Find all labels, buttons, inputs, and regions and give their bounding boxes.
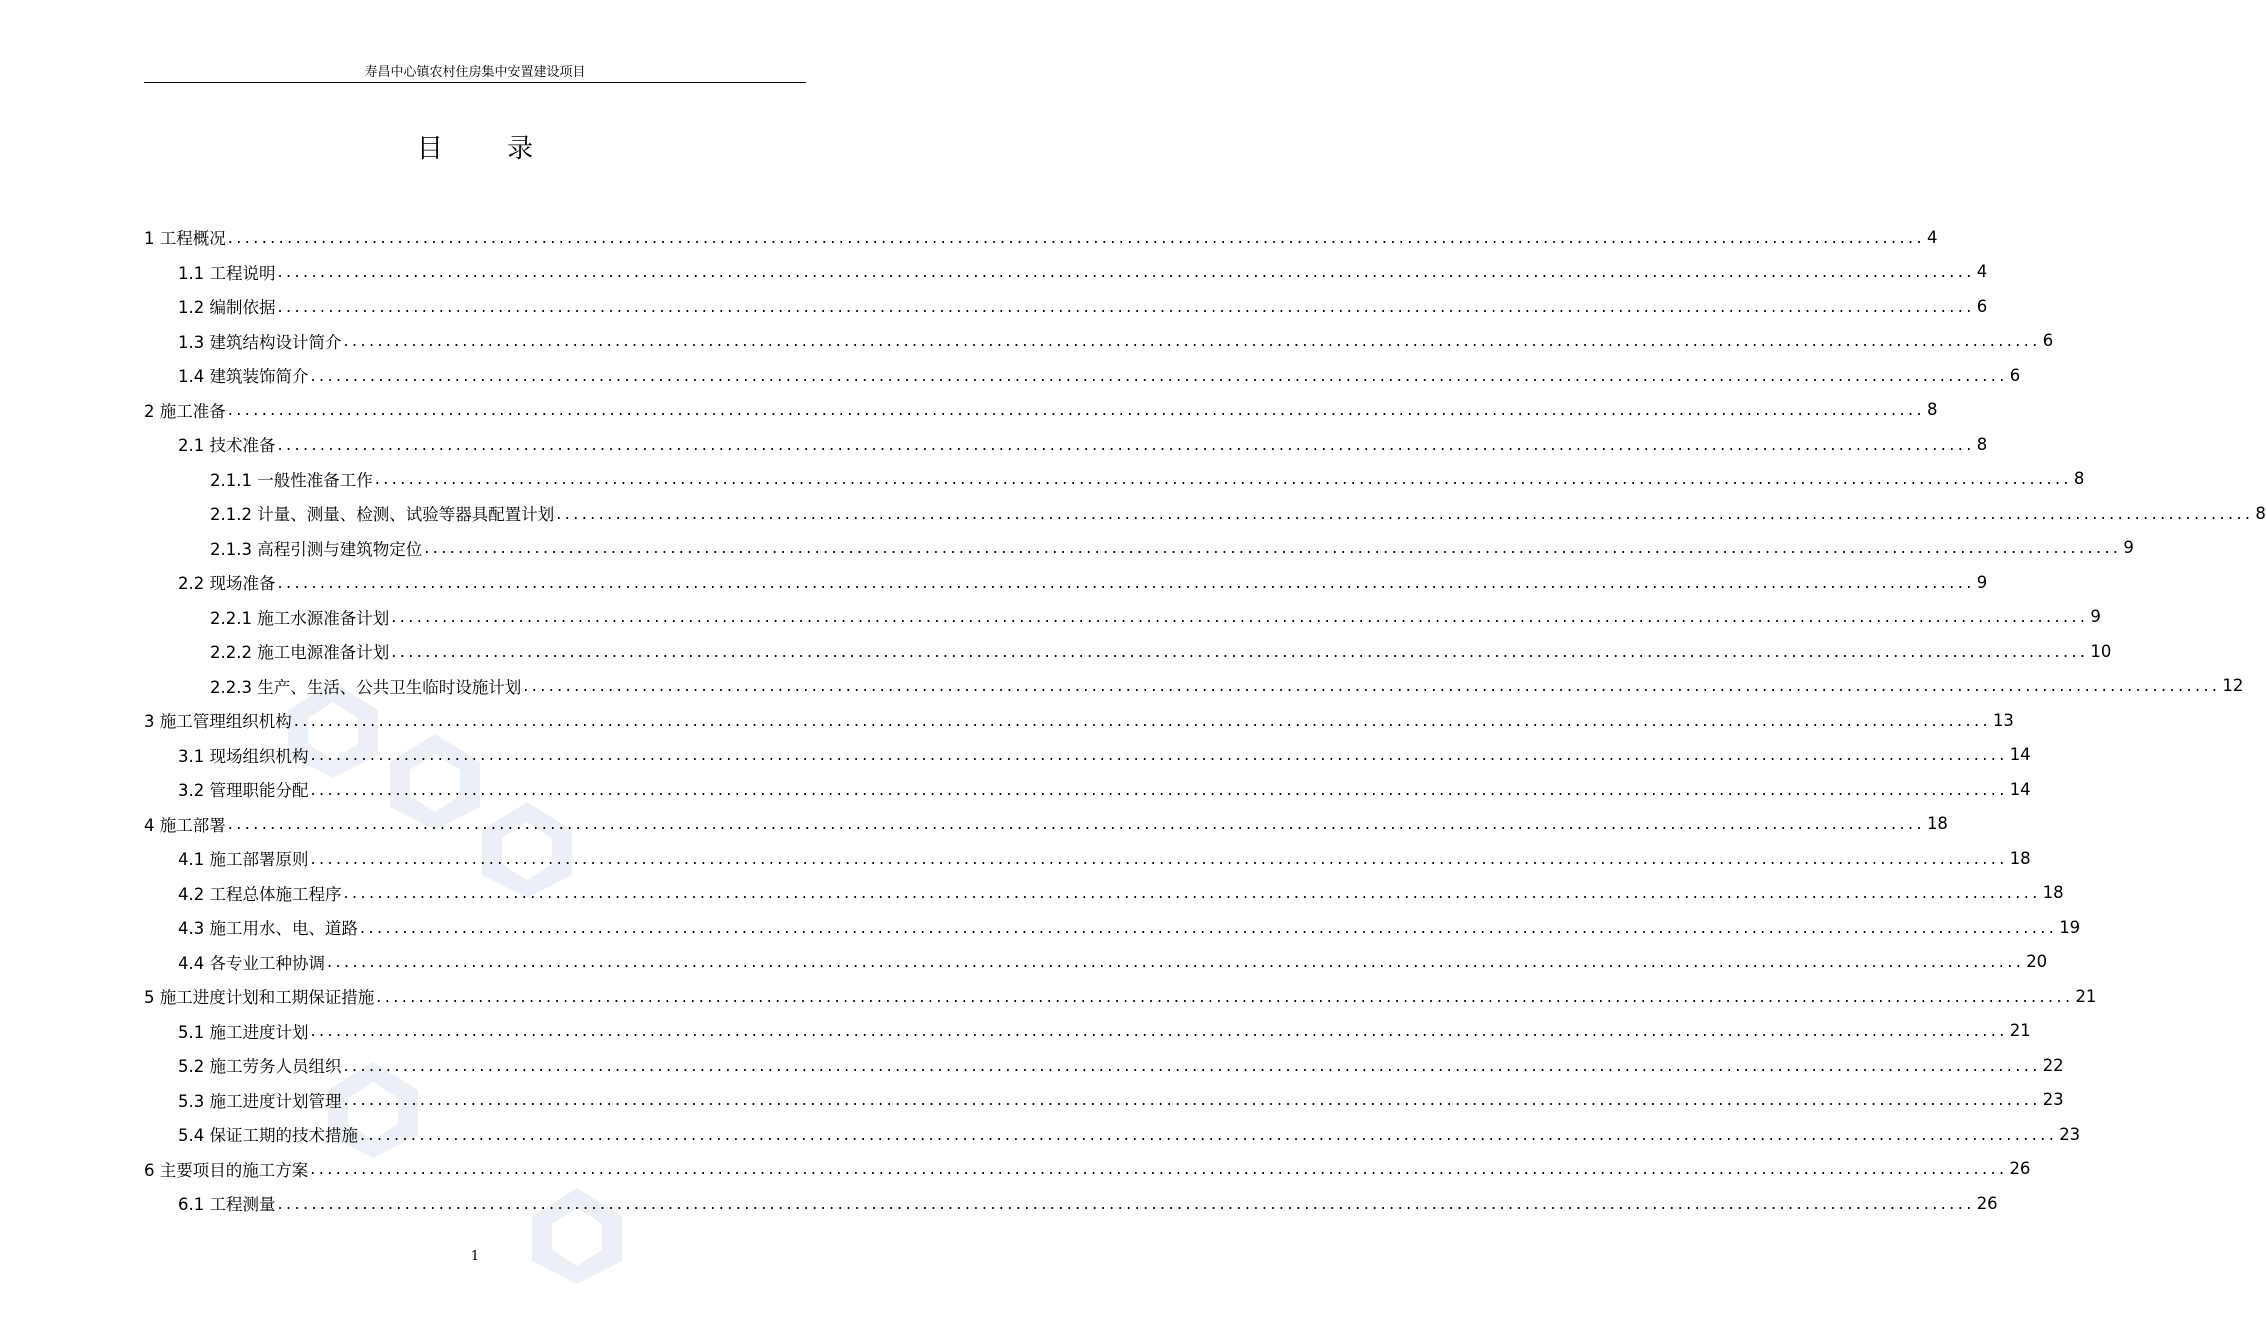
toc-entry-page: 4	[1976, 262, 1988, 281]
toc-entry-page: 8	[1926, 400, 1938, 419]
toc-leader-dots: ........................................................................................................................................................................................................	[277, 434, 1975, 454]
toc-entry[interactable]	[178, 291, 1988, 321]
toc-entry[interactable]	[178, 774, 2031, 804]
toc-entry-label: 2.1.2 计量、测量、检测、试验等器具配置计划	[210, 505, 555, 524]
toc-leader-dots: ........................................................................................................................................................................................................	[556, 503, 2254, 523]
toc-leader-dots: ........................................................................................................................................................................................................	[343, 1055, 2041, 1075]
toc-entry-label: 2.2.3 生产、生活、公共卫生临时设施计划	[210, 677, 522, 697]
toc-entry-label: 2.2.2 施工电源准备计划	[210, 643, 390, 662]
toc-leader-dots: ........................................................................................................................................................................................................	[277, 262, 1975, 281]
toc-entry[interactable]	[178, 843, 2031, 873]
toc-entry[interactable]	[178, 947, 2048, 977]
toc-entry-page: 18	[1926, 814, 1948, 833]
toc-leader-dots: ........................................................................................................................................................................................................	[227, 400, 1925, 419]
toc-leader-dots: ........................................................................................................................................................................................................	[227, 814, 1925, 833]
toc-entry-label: 3.1 现场组织机构	[178, 746, 309, 766]
header-rule	[144, 82, 806, 83]
toc-leader-dots: ........................................................................................................................................................................................................	[343, 1090, 2041, 1109]
toc-entry-label: 1.4 建筑装饰简介	[178, 367, 309, 386]
toc-entry-page: 20	[2026, 952, 2048, 971]
toc-entry-label: 2.1.3 高程引测与建筑物定位	[210, 539, 423, 559]
toc-entry-page: 26	[2009, 1159, 2031, 1178]
toc-entry-page: 8	[2073, 469, 2085, 488]
running-header: 寿昌中心镇农村住房集中安置建设项目	[364, 65, 586, 80]
toc-entry-page: 26	[1976, 1193, 1998, 1213]
toc-entry[interactable]	[178, 1188, 1998, 1218]
toc-entry[interactable]	[178, 912, 2081, 942]
toc-entry-label: 4.2 工程总体施工程序	[178, 884, 342, 904]
toc-entry-page: 22	[2042, 1055, 2064, 1075]
toc-entry[interactable]	[210, 464, 2085, 494]
toc-entry[interactable]	[178, 257, 1988, 287]
toc-leader-dots: ........................................................................................................................................................................................................	[327, 952, 2025, 971]
toc-entry-label: 5.2 施工劳务人员组织	[178, 1057, 342, 1076]
toc-entry-page: 8	[1976, 434, 1988, 454]
toc-leader-dots: ........................................................................................................................................................................................................	[277, 296, 1975, 316]
toc-entry[interactable]	[178, 1016, 2031, 1046]
toc-entry-page: 6	[1976, 296, 1988, 316]
toc-leader-dots: ........................................................................................................................................................................................................	[310, 848, 2008, 868]
toc-entry-label: 1.1 工程说明	[178, 263, 276, 283]
toc-entry[interactable]	[144, 1154, 2031, 1184]
toc-entry[interactable]	[178, 567, 1988, 597]
toc-entry-label: 4.4 各专业工种协调	[178, 953, 325, 973]
toc-entry-label: 1.2 编制依据	[178, 298, 276, 317]
toc-leader-dots: ........................................................................................................................................................................................................	[374, 469, 2072, 488]
toc-leader-dots: ........................................................................................................................................................................................................	[277, 572, 1975, 592]
toc-entry-label: 5.4 保证工期的技术措施	[178, 1126, 358, 1145]
toc-entry-page: 21	[2075, 986, 2097, 1006]
toc-entry-page: 9	[1976, 572, 1988, 592]
toc-entry-label: 3.2 管理职能分配	[178, 781, 309, 800]
toc-entry[interactable]	[144, 809, 1948, 839]
toc-entry-page: 10	[2090, 641, 2112, 661]
toc-leader-dots: ........................................................................................................................................................................................................	[310, 1021, 2008, 1040]
toc-entry-label: 1 工程概况	[144, 229, 226, 248]
toc-entry-page: 9	[2090, 607, 2101, 626]
toc-entry-page: 13	[1992, 710, 2014, 730]
toc-entry-label: 2.1.1 一般性准备工作	[210, 470, 373, 490]
toc-entry-page: 18	[2009, 848, 2031, 868]
toc-entry[interactable]	[210, 602, 2101, 632]
toc-entry[interactable]	[210, 671, 2244, 701]
toc-entry[interactable]	[210, 498, 2266, 528]
toc-leader-dots: ........................................................................................................................................................................................................	[227, 227, 1925, 247]
toc-leader-dots: ........................................................................................................................................................................................................	[343, 331, 2041, 350]
toc-entry-page: 18	[2042, 883, 2064, 902]
toc-entry-page: 23	[2042, 1090, 2064, 1109]
toc-entry-label: 2 施工准备	[144, 401, 226, 421]
toc-entry-page: 12	[2222, 676, 2244, 695]
toc-entry-page: 6	[2009, 365, 2021, 385]
toc-entry-label: 3 施工管理组织机构	[144, 712, 292, 731]
toc-entry-page: 8	[2255, 503, 2266, 523]
toc-title: 目 录	[416, 134, 562, 164]
toc-leader-dots: ........................................................................................................................................................................................................	[310, 1159, 2008, 1178]
toc-leader-dots: ........................................................................................................................................................................................................	[310, 779, 2008, 799]
toc-entry[interactable]	[178, 326, 2054, 356]
toc-entry[interactable]	[144, 395, 1938, 425]
toc-entry-label: 6.1 工程测量	[178, 1195, 276, 1214]
toc-leader-dots: ........................................................................................................................................................................................................	[360, 1124, 2058, 1144]
toc-leader-dots: ........................................................................................................................................................................................................	[424, 538, 2122, 557]
toc-entry-page: 4	[1926, 227, 1938, 247]
toc-entry-label: 2.2.1 施工水源准备计划	[210, 608, 390, 628]
toc-entry-label: 6 主要项目的施工方案	[144, 1160, 309, 1180]
toc-leader-dots: ........................................................................................................................................................................................................	[310, 745, 2008, 764]
toc-entry-page: 14	[2009, 745, 2031, 764]
toc-leader-dots: ........................................................................................................................................................................................................	[391, 641, 2089, 661]
toc-leader-dots: ........................................................................................................................................................................................................	[343, 883, 2041, 902]
toc-entry[interactable]	[178, 1119, 2081, 1149]
toc-entry-page: 9	[2123, 538, 2134, 557]
toc-entry[interactable]	[178, 740, 2031, 770]
toc-entry-page: 14	[2009, 779, 2031, 799]
toc-entry-page: 19	[2059, 917, 2081, 937]
toc-leader-dots: ........................................................................................................................................................................................................	[310, 365, 2008, 385]
toc-entry-label: 5 施工进度计划和工期保证措施	[144, 988, 375, 1007]
toc-entry[interactable]	[178, 360, 2021, 390]
toc-entry-page: 6	[2042, 331, 2054, 350]
toc-leader-dots: ........................................................................................................................................................................................................	[376, 986, 2074, 1006]
toc-entry-label: 1.3 建筑结构设计简介	[178, 332, 342, 352]
toc-leader-dots: ........................................................................................................................................................................................................	[277, 1193, 1975, 1213]
toc-entry-page: 21	[2009, 1021, 2031, 1040]
toc-entry[interactable]	[178, 429, 1988, 459]
toc-entry[interactable]	[144, 705, 2014, 735]
toc-entry-label: 4.3 施工用水、电、道路	[178, 919, 358, 938]
toc-entry-label: 2.1 技术准备	[178, 436, 276, 455]
toc-entry[interactable]	[210, 636, 2112, 666]
page-number: 1	[470, 1249, 480, 1264]
toc-entry[interactable]	[210, 533, 2134, 563]
toc-entry-label: 5.1 施工进度计划	[178, 1022, 309, 1042]
toc-entry[interactable]	[178, 1085, 2064, 1115]
toc-entry-page: 23	[2059, 1124, 2081, 1144]
toc-entry-label: 5.3 施工进度计划管理	[178, 1091, 342, 1111]
toc-leader-dots: ........................................................................................................................................................................................................	[293, 710, 1991, 730]
toc-entry-label: 2.2 现场准备	[178, 574, 276, 593]
toc-entry-label: 4 施工部署	[144, 815, 226, 835]
toc-entry[interactable]	[144, 222, 1938, 252]
toc-entry[interactable]	[144, 981, 2097, 1011]
toc-entry[interactable]	[178, 878, 2064, 908]
toc-leader-dots: ........................................................................................................................................................................................................	[391, 607, 2089, 626]
toc-leader-dots: ........................................................................................................................................................................................................	[360, 917, 2058, 937]
toc-entry[interactable]	[178, 1050, 2064, 1080]
toc-entry-label: 4.1 施工部署原则	[178, 850, 309, 869]
toc-leader-dots: ........................................................................................................................................................................................................	[523, 676, 2221, 695]
